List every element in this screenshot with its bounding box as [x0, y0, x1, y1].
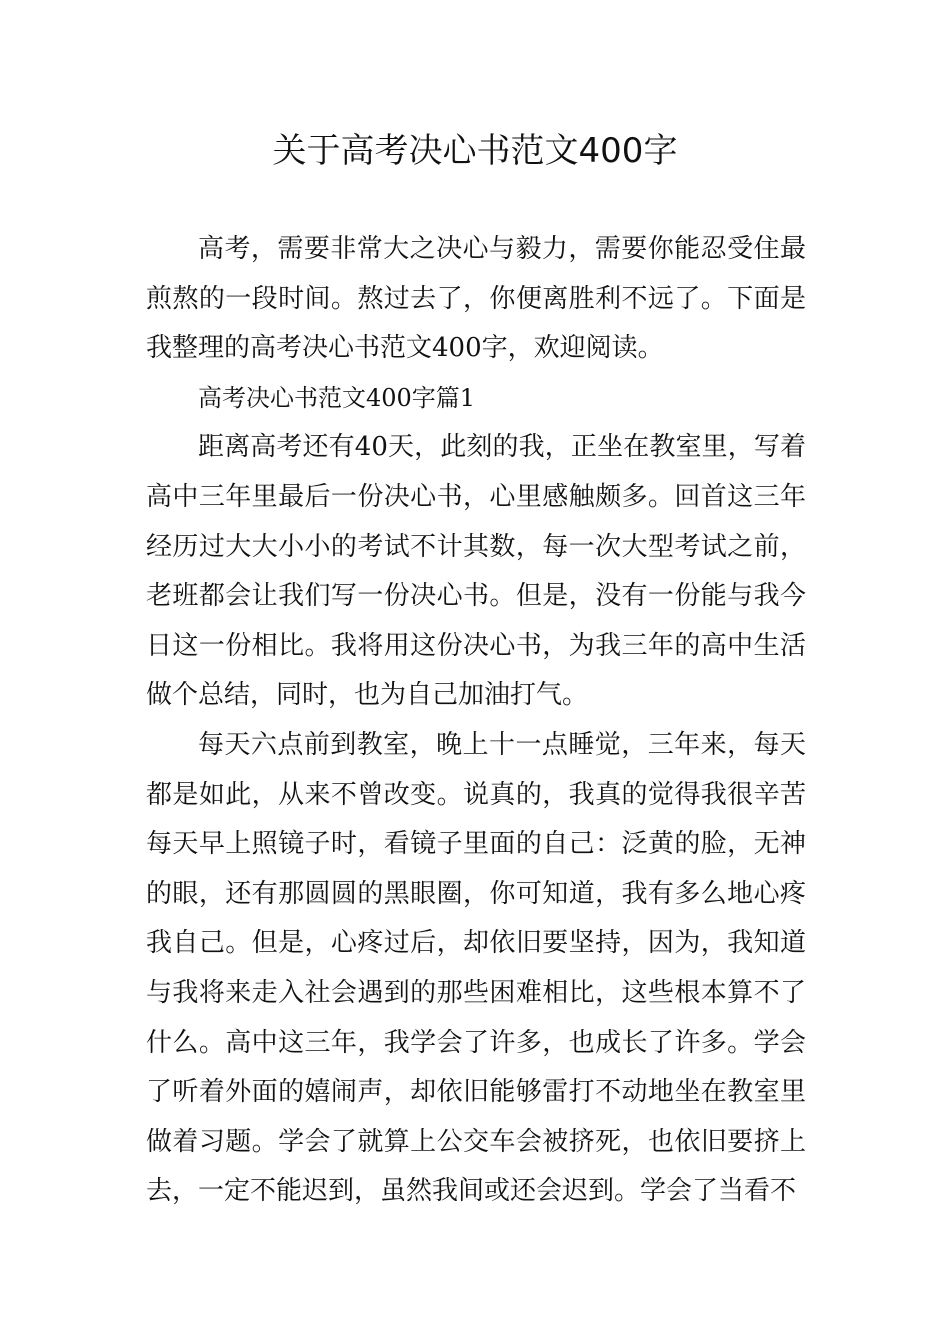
document-title: 关于高考决心书范文400字	[272, 131, 678, 171]
intro-paragraph: 高考，需要非常大之决心与毅力，需要你能忍受住最煎熬的一段时间。熬过去了，你便离胜利不远了。下面是我整理的高考决心书范文400字，欢迎阅读。	[146, 234, 806, 364]
document-body	[146, 225, 806, 1217]
body-paragraph-2: 每天六点前到教室，晚上十一点睡觉，三年来，每天都是如此，从来不曾改变。说真的，我真的觉得我很辛苦每天早上照镜子时，看镜子里面的自己：泛黄的脸，无神的眼，还有那圆圆的黑眼圈，你可知道，我有多么地心疼我自己。但是，心疼过后，却依旧要坚持，因为，我知道与我将来走入社会遇到的那些困难相比，这些根本算不了什么。高中这三年，我学会了许多，也成长了许多。学会了听着外面的嬉闹声，却依旧能够雷打不动地坐在教室里做着习题。学会了就算上公交车会被挤死，也依旧要挤上去，一定不能迟到，虽然我间或还会迟到。学会了当看不	[146, 729, 806, 1207]
section-heading: 高考决心书范文400字篇1	[198, 383, 476, 412]
body-paragraph-1: 距离高考还有40天，此刻的我，正坐在教室里，写着高中三年里最后一份决心书，心里感触颇多。回首这三年经历过大大小小的考试不计其数，每一次大型考试之前，老班都会让我们写一份决心书。但是，没有一份能与我今日这一份相比。我将用这份决心书，为我三年的高中生活做个总结，同时，也为自己加油打气。	[146, 432, 806, 711]
